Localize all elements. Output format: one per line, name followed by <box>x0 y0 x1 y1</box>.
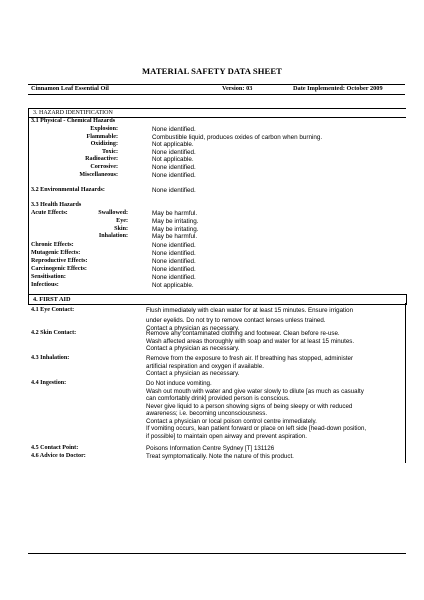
health-effect-value: None identified. <box>152 266 196 273</box>
first-aid-text-line: Contact a physician as necessary. <box>146 370 240 377</box>
physical-hazard-label: Oxidizing: <box>90 141 118 148</box>
first-aid-text-line: Poisons Information Centre Sydney [T] 131126 <box>146 445 275 452</box>
first-aid-text-line: under eyelids. Do not try to remove contact lenses unless trained. <box>146 316 326 324</box>
health-effect-label: Reproductive Effects: <box>31 258 88 264</box>
first-aid-text-line: Contact a physician as necessary. <box>146 345 240 352</box>
product-name: Cinnamon Leaf Essential Oil <box>31 85 109 92</box>
first-aid-label: 4.5 Contact Point: <box>31 445 79 451</box>
physical-hazard-label: Explosion: <box>90 126 118 132</box>
document-title: MATERIAL SAFETY DATA SHEET <box>141 66 283 76</box>
health-hazards-heading: 3.3 Health Hazards <box>31 202 82 208</box>
acute-effects-label: Acute Effects: <box>31 210 68 216</box>
physical-hazard-value: None identified. <box>152 171 196 179</box>
health-effect-value: None identified. <box>152 274 196 281</box>
environmental-hazards-value: None identified. <box>152 187 196 194</box>
acute-effect-value: May be harmful. <box>152 210 198 217</box>
first-aid-text-line: Contact a physician as necessary. <box>146 324 240 332</box>
first-aid-label: 4.6 Advice to Doctor: <box>31 453 86 459</box>
environmental-hazards-label: 3.2 Environmental Hazards: <box>31 187 105 193</box>
physical-hazards-heading: 3.1 Physical - Chemical Hazards <box>31 118 116 124</box>
first-aid-text-line: awareness; i.e. becoming unconsciousness. <box>146 410 268 417</box>
health-effect-label: Mutagenic Effects: <box>31 250 81 256</box>
section4-right-border <box>405 303 406 463</box>
health-effect-label: Infectious: <box>31 282 59 288</box>
first-aid-text-line: Remove from the exposure to fresh air. If breathing has stopped, administer <box>146 355 354 362</box>
health-effect-label: Sensitisation: <box>31 274 66 280</box>
physical-hazard-value: None identified. <box>152 148 196 156</box>
acute-effect-label: Inhalation: <box>98 233 128 240</box>
acute-effect-value: May be harmful. <box>152 233 198 241</box>
first-aid-text-line: Wash affected areas thoroughly with soap and water for at least 15 minutes. <box>146 337 355 345</box>
first-aid-label: 4.2 Skin Contact: <box>31 330 77 336</box>
section4-heading-bar <box>28 294 407 305</box>
physical-hazard-label: Toxic: <box>101 148 118 155</box>
acute-effect-label: Swallowed: <box>98 210 128 216</box>
first-aid-text-line: Never give liquid to a person showing signs of being sleepy or with reduced <box>146 402 353 410</box>
first-aid-text-line: Remove any contaminated clothing and footwear. Clean before re-use. <box>146 330 340 337</box>
first-aid-label: 4.3 Inhalation: <box>31 355 70 361</box>
first-aid-text-line: Contact a physician or local poison control centre immediately. <box>146 417 317 425</box>
health-effect-label: Chronic Effects: <box>31 242 74 248</box>
first-aid-text-line: Wash out mouth with water and give water slowly to dilute [as much as casualty <box>146 387 364 395</box>
first-aid-text-line: Flush immediately with clean water for at least 15 minutes. Ensure irrigation <box>146 307 354 314</box>
section3-left-border <box>28 116 29 294</box>
physical-hazard-value: Not applicable. <box>152 156 194 164</box>
section3-heading: 3. HAZARD IDENTIFICATION <box>33 110 113 116</box>
first-aid-text-line: can comfortably drink] provided person is conscious. <box>146 395 290 402</box>
acute-effect-value: May be irritating. <box>152 217 199 225</box>
acute-effect-value: May be irritating. <box>152 225 199 233</box>
health-effect-label: Carcinogenic Effects: <box>31 266 87 272</box>
physical-hazard-value: None identified. <box>152 164 196 171</box>
physical-hazard-label: Corrosive: <box>90 164 118 170</box>
health-effect-value: None identified. <box>152 250 196 257</box>
physical-hazard-label: Flammable: <box>86 133 118 140</box>
health-effect-value: None identified. <box>152 242 196 249</box>
section4-heading: 4. FIRST AID <box>33 296 71 303</box>
footer-rule <box>28 553 406 554</box>
first-aid-label: 4.1 Eye Contact: <box>31 307 75 313</box>
health-effect-value: None identified. <box>152 258 196 265</box>
health-effect-value: Not applicable. <box>152 282 194 289</box>
first-aid-text-line: If vomiting occurs, lean patient forward or place on left side [head-down position, <box>146 425 367 432</box>
date-implemented: Date Implemented: October 2009 <box>293 85 383 92</box>
physical-hazard-label: Radioactive: <box>85 156 118 163</box>
first-aid-text-line: artificial respiration and oxygen if available. <box>146 362 264 370</box>
section3-heading-bar <box>28 108 406 118</box>
physical-hazard-label: Miscellaneous: <box>79 171 118 178</box>
physical-hazard-value: Combustible liquid, produces oxides of carbon when burning. <box>152 133 323 141</box>
acute-effect-label: Eye: <box>116 217 128 224</box>
physical-hazard-value: None identified. <box>152 126 196 133</box>
first-aid-text-line: if possible] to maintain open airway and prevent aspiration. <box>146 432 307 440</box>
first-aid-text-line: Do Not induce vomiting. <box>146 380 212 387</box>
acute-effect-label: Skin: <box>114 225 128 232</box>
version-label: Version: 03 <box>222 85 253 92</box>
first-aid-text-line: Treat symptomatically. Note the nature of this product. <box>146 453 294 460</box>
physical-hazard-value: Not applicable. <box>152 141 194 149</box>
first-aid-label: 4.4 Ingestion: <box>31 380 67 386</box>
